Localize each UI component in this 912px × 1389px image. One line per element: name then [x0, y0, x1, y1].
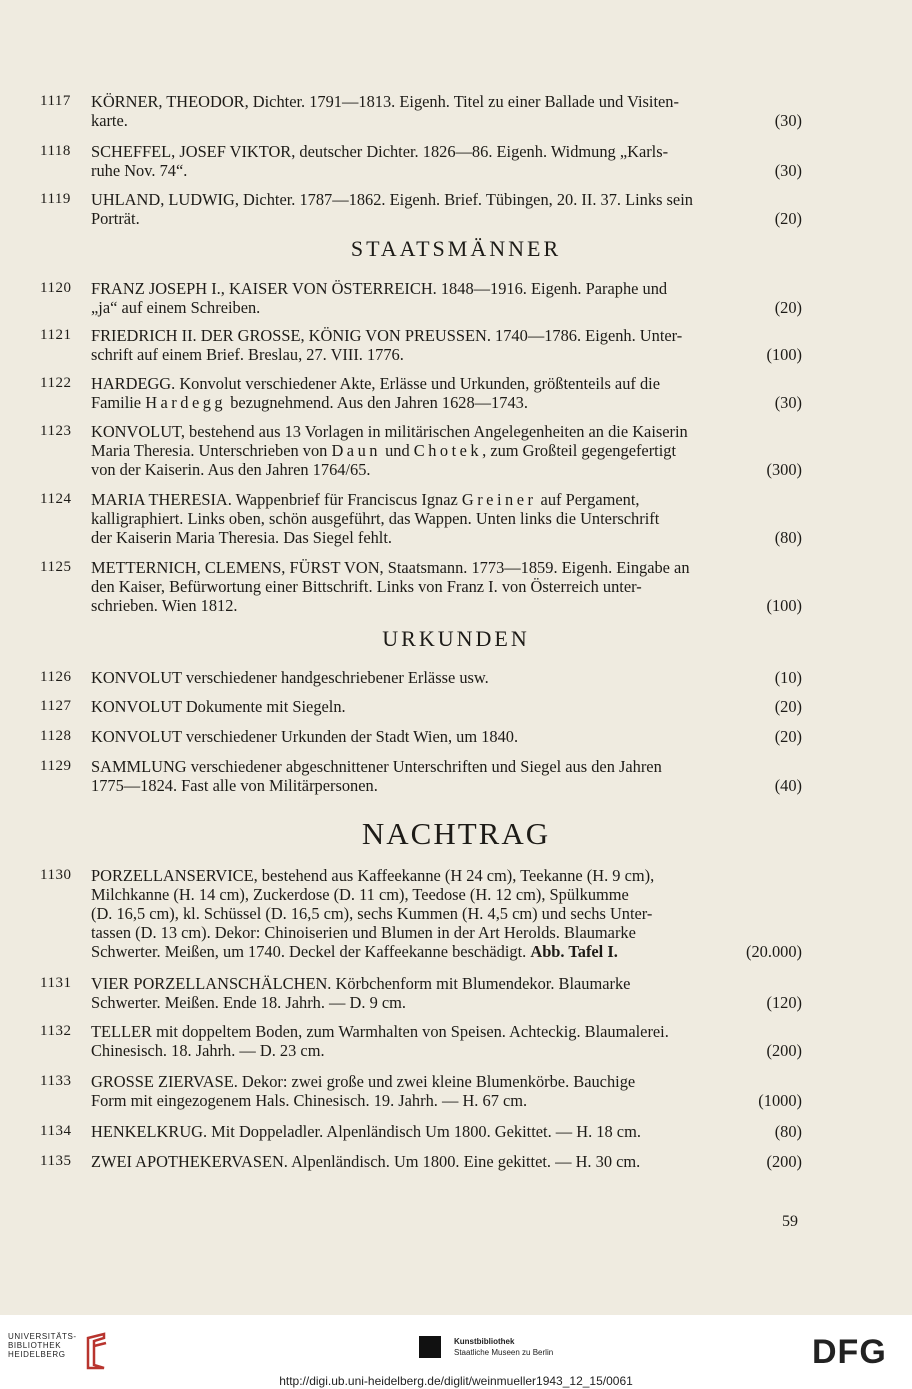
- lot-number: 1117: [40, 93, 71, 109]
- entry-line: HENKELKRUG. Mit Doppeladler. Alpenländisch Um 1800. Gekittet. — H. 18 cm.: [91, 1122, 641, 1141]
- logo-title: Kunstbibliothek: [454, 1337, 515, 1346]
- entry-line: Porträt.: [91, 209, 140, 228]
- entry-text-part: auf Pergament,: [536, 490, 640, 509]
- entry-line: UHLAND, LUDWIG, Dichter. 1787—1862. Eigenh. Brief. Tübingen, 20. II. 37. Links sein: [91, 190, 693, 209]
- entry-line: SAMMLUNG verschiedener abgeschnittener Unterschriften und Siegel aus den Jahren: [91, 757, 662, 776]
- entry-line: [91, 490, 802, 509]
- entry-line: FRANZ JOSEPH I., KAISER VON ÖSTERREICH. 1848—1916. Eigenh. Paraphe und: [91, 279, 668, 298]
- price: (100): [766, 596, 802, 615]
- entry-line: den Kaiser, Befürwortung einer Bittschrift. Links von Franz I. von Österreich unter-: [91, 577, 642, 596]
- entry-line: TELLER mit doppeltem Boden, zum Warmhalten von Speisen. Achteckig. Blaumalerei.: [91, 1022, 669, 1041]
- section-heading-staatsmaenner: STAATSMÄNNER: [350, 236, 562, 261]
- price: (20.000): [746, 942, 802, 961]
- entry-line: PORZELLANSERVICE, bestehend aus Kaffeekanne (H 24 cm), Teekanne (H. 9 cm),: [91, 866, 655, 885]
- entry-line: Form mit eingezogenem Hals. Chinesisch. 19. Jahrh. — H. 67 cm.: [91, 1091, 528, 1110]
- entry-line: karte.: [91, 111, 128, 130]
- plate-reference: Abb. Tafel I.: [530, 942, 618, 961]
- entry-text: [91, 1152, 802, 1171]
- price: (20): [774, 209, 802, 228]
- entry-line: Chinesisch. 18. Jahrh. — D. 23 cm.: [91, 1041, 325, 1060]
- lot-number: 1119: [40, 191, 71, 207]
- entry-line: KÖRNER, THEODOR, Dichter. 1791—1813. Eigenh. Titel zu einer Ballade und Visiten-: [91, 92, 679, 111]
- kunstbibliothek-logo-icon[interactable]: [419, 1336, 441, 1358]
- price: (10): [774, 668, 802, 687]
- entry-line: [91, 441, 802, 460]
- entry-text: [91, 279, 802, 317]
- lot-number: 1120: [40, 280, 72, 296]
- spaced-name: Daun: [331, 441, 381, 460]
- lot-number: 1126: [40, 669, 72, 685]
- entry-line: der Kaiserin Maria Theresia. Das Siegel fehlt.: [91, 528, 392, 547]
- entry-line: FRIEDRICH II. DER GROSSE, KÖNIG VON PREUSSEN. 1740—1786. Eigenh. Unter-: [91, 326, 683, 345]
- entry-line: von der Kaiserin. Aus den Jahren 1764/65.: [91, 460, 371, 479]
- entry-text: [91, 697, 802, 716]
- entry-line: [91, 942, 618, 961]
- price: (120): [766, 993, 802, 1012]
- lot-number: 1123: [40, 423, 72, 439]
- kunstbibliothek-logo-text[interactable]: [454, 1336, 553, 1358]
- entry-text: [91, 757, 802, 795]
- lot-number: 1131: [40, 975, 72, 991]
- lot-number: 1128: [40, 728, 72, 744]
- entry-line: VIER PORZELLANSCHÄLCHEN. Körbchenform mit Blumendekor. Blaumarke: [91, 974, 631, 993]
- lot-number: 1127: [40, 698, 72, 714]
- entry-line: tassen (D. 13 cm). Dekor: Chinoiserien und Blumen in der Art Herolds. Blaumarke: [91, 923, 636, 942]
- price: (200): [766, 1041, 802, 1060]
- spaced-name: Greiner: [461, 490, 537, 509]
- entry-text: [91, 142, 802, 180]
- logo-line: UNIVERSITÄTS-: [8, 1332, 77, 1341]
- entry-text-part: bezugnehmend. Aus den Jahren 1628—1743.: [226, 393, 528, 412]
- entry-text: [91, 1022, 802, 1060]
- price: (30): [774, 111, 802, 130]
- university-library-logo-text[interactable]: [8, 1332, 77, 1359]
- entry-text-part: Schwerter. Meißen, um 1740. Deckel der Kaffeekanne beschädigt.: [91, 942, 531, 961]
- entry-text-part: Maria Theresia. Unterschrieben von: [91, 441, 332, 460]
- lot-number: 1129: [40, 758, 72, 774]
- lot-number: 1122: [40, 375, 72, 391]
- page-url[interactable]: http://digi.ub.uni-heidelberg.de/diglit/weinmueller1943_12_15/0061: [279, 1374, 633, 1388]
- entry-text: [91, 1122, 802, 1141]
- page-number: 59: [782, 1213, 798, 1230]
- entry-line: METTERNICH, CLEMENS, FÜRST VON, Staatsmann. 1773—1859. Eigenh. Eingabe an: [91, 558, 690, 577]
- entry-text-part: Familie: [91, 393, 146, 412]
- entry-line: schrift auf einem Brief. Breslau, 27. VIII. 1776.: [91, 345, 404, 364]
- price: (30): [774, 161, 802, 180]
- entry-text: [91, 727, 802, 746]
- entry-text: [91, 422, 802, 479]
- price: (20): [774, 697, 802, 716]
- price: (80): [774, 1122, 802, 1141]
- entry-text: [91, 974, 802, 1012]
- logo-line: HEIDELBERG: [8, 1350, 66, 1359]
- price: (100): [766, 345, 802, 364]
- price: (30): [774, 393, 802, 412]
- price: (200): [766, 1152, 802, 1171]
- spaced-name: Hardegg: [145, 393, 227, 412]
- spaced-name: Chotek: [413, 441, 483, 460]
- lot-number: 1118: [40, 143, 71, 159]
- price: (20): [774, 298, 802, 317]
- entry-line: SCHEFFEL, JOSEF VIKTOR, deutscher Dichter. 1826—86. Eigenh. Widmung „Karls-: [91, 142, 669, 161]
- entry-text: [91, 190, 802, 228]
- entry-text: [91, 866, 802, 961]
- lot-number: 1121: [40, 327, 72, 343]
- entry-line: KONVOLUT verschiedener handgeschriebener Erlässe usw.: [91, 668, 489, 687]
- lot-number: 1134: [40, 1123, 72, 1139]
- entry-text: [91, 374, 802, 412]
- section-heading-urkunden: URKUNDEN: [382, 626, 530, 651]
- entry-text: [91, 558, 802, 615]
- entry-text-part: MARIA THERESIA. Wappenbrief für Franciscus Ignaz: [91, 490, 462, 509]
- entry-line: kalligraphiert. Links oben, schön ausgeführt, das Wappen. Unten links die Unterschrift: [91, 509, 660, 528]
- price: (300): [766, 460, 802, 479]
- entry-text: [91, 92, 802, 130]
- entry-text-part: und: [380, 441, 414, 460]
- entry-text: [91, 490, 802, 547]
- entry-line: schrieben. Wien 1812.: [91, 596, 238, 615]
- entry-line: ruhe Nov. 74“.: [91, 161, 188, 180]
- logo-line: BIBLIOTHEK: [8, 1341, 62, 1350]
- lot-number: 1124: [40, 491, 72, 507]
- entry-line: ZWEI APOTHEKERVASEN. Alpenländisch. Um 1800. Eine gekittet. — H. 30 cm.: [91, 1152, 641, 1171]
- entry-line: 1775—1824. Fast alle von Militärpersonen.: [91, 776, 378, 795]
- lot-number: 1130: [40, 867, 72, 883]
- section-heading-nachtrag: NACHTRAG: [361, 816, 551, 851]
- entry-line: [91, 393, 528, 412]
- price: (1000): [758, 1091, 802, 1110]
- entry-text: [91, 1072, 802, 1110]
- entry-line: GROSSE ZIERVASE. Dekor: zwei große und zwei kleine Blumenkörbe. Bauchige: [91, 1072, 636, 1091]
- lot-number: 1132: [40, 1023, 72, 1039]
- entry-line: HARDEGG. Konvolut verschiedener Akte, Erlässe und Urkunden, größtenteils auf die: [91, 374, 660, 393]
- entry-line: KONVOLUT Dokumente mit Siegeln.: [91, 697, 346, 716]
- entry-line: Schwerter. Meißen. Ende 18. Jahrh. — D. 9 cm.: [91, 993, 406, 1012]
- price: (40): [774, 776, 802, 795]
- entry-line: KONVOLUT, bestehend aus 13 Vorlagen in militärischen Angelegenheiten an die Kaiserin: [91, 422, 688, 441]
- lot-number: 1135: [40, 1153, 72, 1169]
- entry-text: [91, 668, 802, 687]
- entry-line: Milchkanne (H. 14 cm), Zuckerdose (D. 11 cm), Teedose (H. 12 cm), Spülkumme: [91, 885, 629, 904]
- entry-line: KONVOLUT verschiedener Urkunden der Stadt Wien, um 1840.: [91, 727, 519, 746]
- entry-text: [91, 326, 802, 364]
- entry-line: (D. 16,5 cm), kl. Schüssel (D. 16,5 cm), sechs Kummen (H. 4,5 cm) und sechs Unter-: [91, 904, 653, 923]
- entry-text-part: , zum Großteil gegengefertigt: [482, 441, 677, 460]
- price: (80): [774, 528, 802, 547]
- logo-subtitle: Staatliche Museen zu Berlin: [454, 1348, 554, 1357]
- dfg-logo[interactable]: DFG: [812, 1333, 887, 1371]
- university-library-logo-icon[interactable]: [84, 1332, 110, 1370]
- lot-number: 1133: [40, 1073, 72, 1089]
- lot-number: 1125: [40, 559, 72, 575]
- entry-line: „ja“ auf einem Schreiben.: [91, 298, 261, 317]
- price: (20): [774, 727, 802, 746]
